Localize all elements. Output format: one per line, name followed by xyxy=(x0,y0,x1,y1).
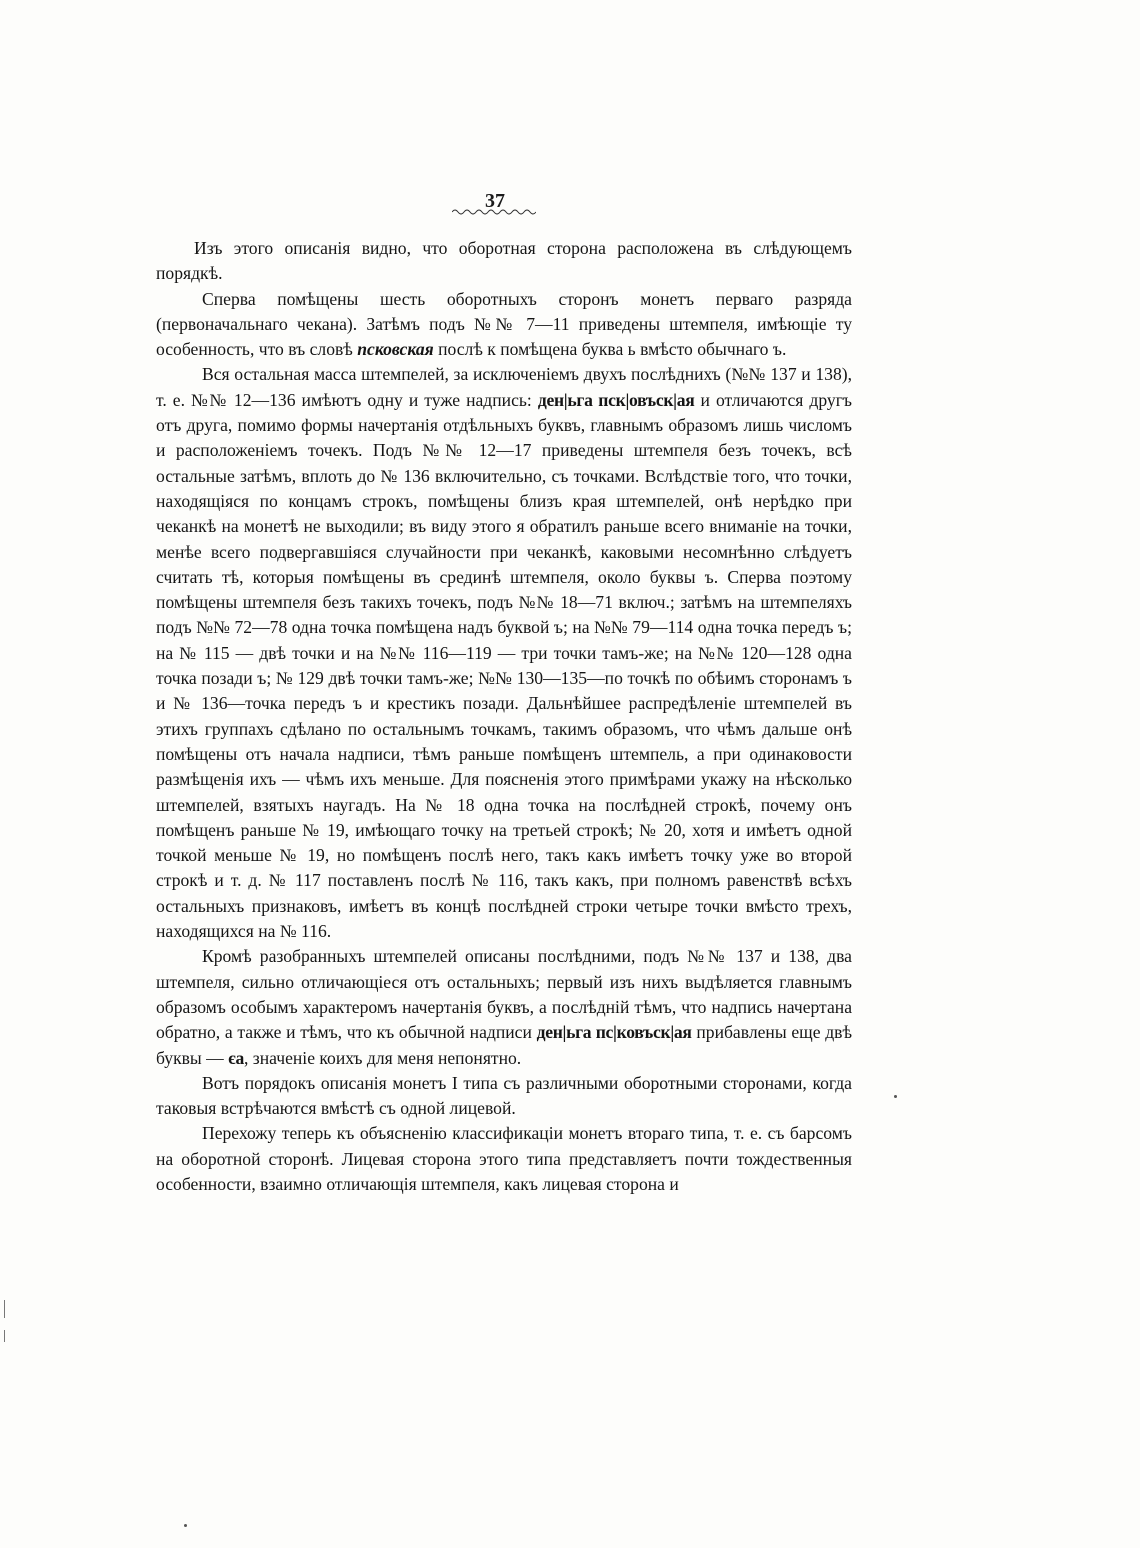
italic-word: псковская xyxy=(357,339,434,360)
text-run: Перехожу теперь къ объясненію классификаціи монетъ втораго типа, т. е. съ барсомъ на оборотной сторонѣ. Лицевая сторона этого типа представляетъ почти тождественныя особенности, взаимно отличающія штемпеля, какъ лицевая сторона и xyxy=(156,1123,852,1194)
paragraph xyxy=(156,362,852,944)
text-run: прибавлены еще двѣ буквы — xyxy=(156,1022,853,1068)
print-speck xyxy=(184,1524,187,1527)
text-run: Вотъ порядокъ описанія монетъ I типа съ различными оборотными сторонами, когда таковыя встрѣчаются вмѣстѣ съ одной лицевой. xyxy=(156,1072,852,1119)
old-slavonic-inscription: ден|ьга пс|ковъск|ая xyxy=(536,1022,692,1043)
text-run: Изъ этого описанія видно, что оборотная сторона расположена въ слѣдующемъ порядкѣ. xyxy=(156,238,852,284)
old-slavonic-inscription: ден|ьга пск|овъск|ая xyxy=(537,389,695,410)
text-run: и отличаются другъ отъ друга, помимо формы начертанія отдѣльныхъ буквъ, главнымъ образомъ лишь числомъ и расположеніемъ точекъ. Подъ №№ 12—17 приведены штемпеля безъ точекъ, всѣ остальные затѣмъ, вплоть до № 136 включительно, съ точками. Вслѣдствіе того, что точки, находящіяся по концамъ строкъ, помѣщены близъ края штемпелей, онѣ нерѣдко при чеканкѣ на монетѣ не выходили; въ виду этого я обратилъ раньше всего вниманіе на точки, менѣе всего подвергавшіяся случайности при чеканкѣ, каковыми несомнѣнно слѣдуетъ считать тѣ, которыя помѣщены въ срединѣ штемпеля, около буквы ъ. Сперва поэтому помѣщены штемпеля безъ такихъ точекъ, подъ №№ 18—71 включ.; затѣмъ на штемпеляхъ подъ №№ 72—78 одна точка помѣщена надъ буквой ъ; на №№ 79—114 одна точка передъ ъ; на № 115 — двѣ точки и на №№ 116—119 — три точки тамъ-же; на №№ 120—128 одна точка позади ъ; № 129 двѣ точки тамъ-же; №№ 130—135—по точкѣ по обѣимъ сторонамъ ъ и № 136—точка передъ ъ и крестикъ позади. Дальнѣйшее распредѣленіе штемпелей въ этихъ группахъ сдѣлано по остальнымъ точкамъ, такимъ образомъ, что чѣмъ дальше онѣ помѣщены отъ начала надписи, тѣмъ раньше помѣщенъ штемпель, а при одинаковости размѣщенія ихъ — чѣмъ ихъ меньше. Для поясненія этого примѣрами укажу на нѣсколько штемпелей, взятыхъ наугадъ. На № 18 одна точка на послѣдней строкѣ, почему онъ помѣщенъ раньше № 19, имѣющаго точку на третьей строкѣ; № 20, хотя и имѣетъ одной точкой меньше № 19, но помѣщенъ послѣ него, такъ какъ имѣетъ точку уже во второй строкѣ и т. д. № 117 поставленъ послѣ № 116, такъ какъ, при полномъ равенствѣ всѣхъ остальныхъ признаковъ, имѣетъ въ концѣ послѣдней строки четыре точки вмѣсто трехъ, находящихся на № 116. xyxy=(156,389,853,942)
paragraph xyxy=(156,236,852,287)
margin-scan-mark xyxy=(4,1330,5,1342)
page-number: 37 xyxy=(485,190,505,212)
paragraph xyxy=(156,1121,852,1197)
paragraph xyxy=(156,944,852,1070)
paragraph xyxy=(156,1071,852,1122)
text-run: Сперва помѣщены шесть оборотныхъ сторонъ монетъ перваго разряда (первоначальнаго чекана). Затѣмъ подъ №№ 7—11 приведены штемпеля, имѣющіе ту особенность, что въ словѣ xyxy=(156,288,852,360)
paragraph xyxy=(156,287,852,363)
text-run: Кромѣ разобранныхъ штемпелей описаны послѣдними, подъ №№ 137 и 138, два штемпеля, сильно отличающіеся отъ остальныхъ; первый изъ нихъ выдѣляется главнымъ образомъ особымъ характеромъ начертанія буквъ, а послѣдній тѣмъ, что надпись начертана обратно, а также и тѣмъ, что къ обычной надписи xyxy=(156,946,852,1043)
old-slavonic-inscription: єа xyxy=(228,1047,244,1068)
print-speck xyxy=(894,1095,897,1098)
text-run: Вся остальная масса штемпелей, за исключеніемъ двухъ послѣднихъ (№№ 137 и 138), т. е. №№ 12—136 имѣютъ одну и туже надпись: xyxy=(156,364,852,410)
text-run: , значеніе коихъ для меня непонятно. xyxy=(243,1047,522,1068)
body-text xyxy=(156,236,852,1197)
text-run: послѣ к помѣщена буква ь вмѣсто обычнаго ъ. xyxy=(433,339,787,360)
margin-scan-mark xyxy=(4,1300,5,1318)
page-number-wavy-rule xyxy=(452,208,536,216)
